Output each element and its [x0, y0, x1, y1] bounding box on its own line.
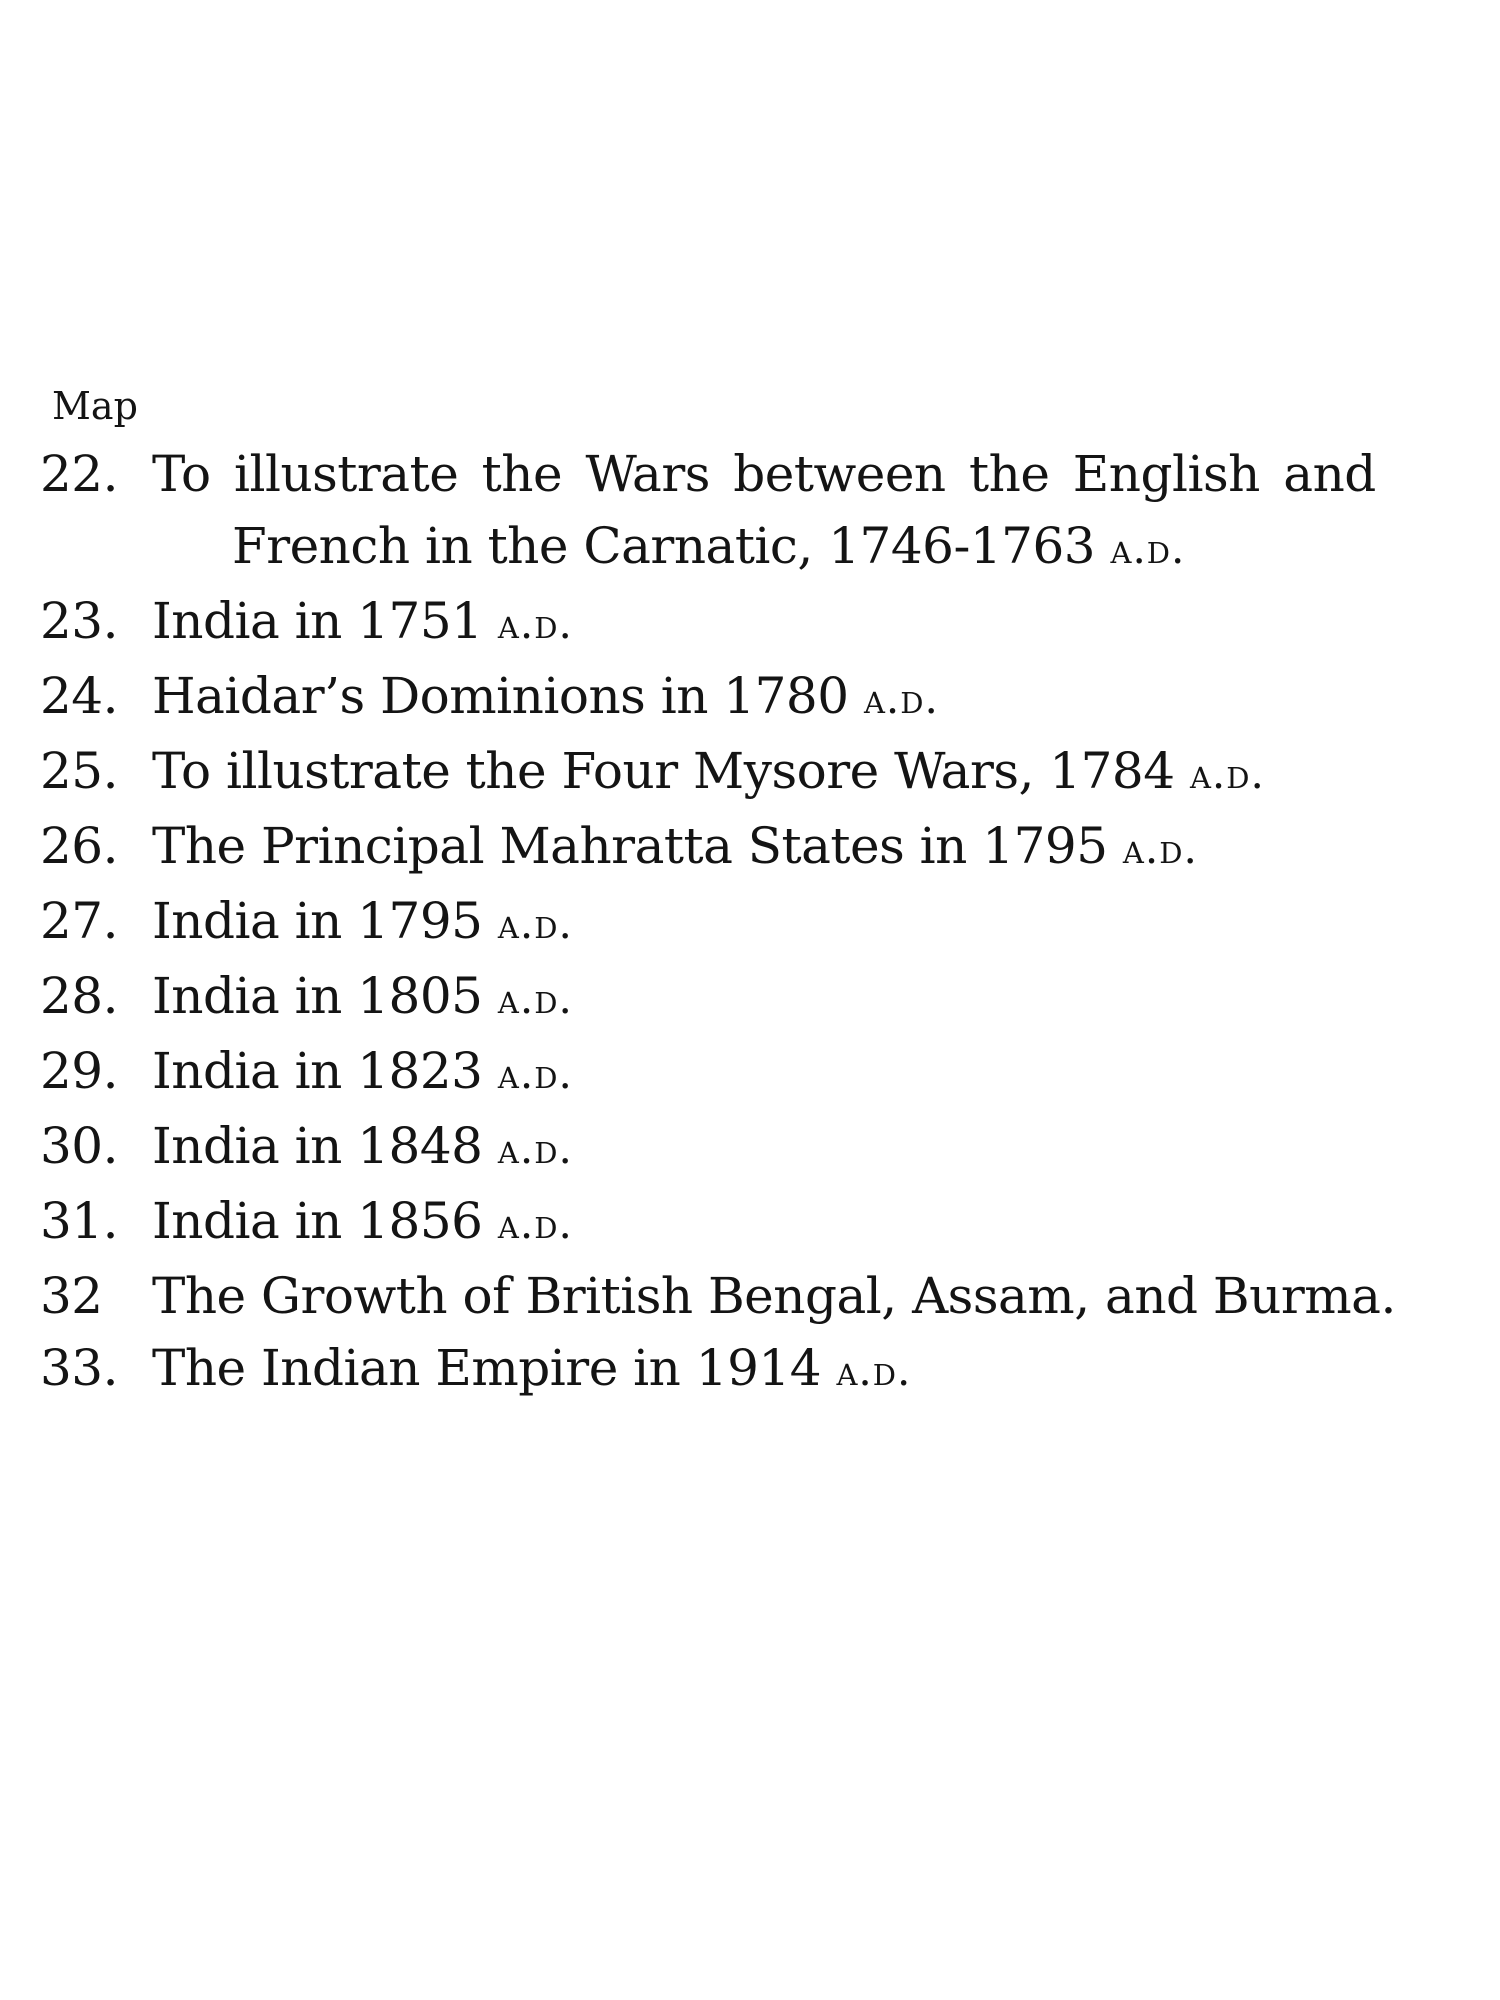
item-text	[152, 1332, 1480, 1407]
list-item	[40, 1035, 1480, 1110]
item-number: 25.	[40, 742, 119, 800]
item-title: India in 1805	[152, 967, 483, 1025]
era-label: a.d.	[497, 1049, 573, 1098]
era-label: a.d.	[497, 1199, 573, 1248]
era-label: a.d.	[1189, 749, 1265, 798]
era-label: a.d.	[1110, 524, 1186, 573]
item-text	[152, 1035, 1480, 1110]
item-number: 22.	[40, 445, 119, 503]
item-text	[152, 1110, 1480, 1185]
item-title: India in 1856	[152, 1192, 483, 1250]
item-text	[152, 660, 1480, 735]
map-column-header: Map	[52, 384, 138, 428]
item-text	[152, 735, 1480, 810]
era-label: a.d.	[836, 1346, 912, 1395]
list-item	[40, 735, 1480, 810]
item-text	[152, 438, 1480, 585]
item-title: India in 1823	[152, 1042, 483, 1100]
item-text	[152, 1185, 1480, 1260]
item-number: 26.	[40, 817, 119, 875]
list-item	[40, 585, 1480, 660]
item-number: 24.	[40, 667, 119, 725]
item-text	[152, 960, 1480, 1035]
list-item	[40, 1332, 1480, 1407]
item-number: 31.	[40, 1192, 119, 1250]
era-label: a.d.	[497, 599, 573, 648]
era-label: a.d.	[497, 1124, 573, 1173]
item-number: 23.	[40, 592, 119, 650]
item-title: The Growth of British Bengal, Assam, and Burma.	[152, 1267, 1396, 1325]
list-item	[40, 438, 1480, 585]
list-item	[40, 885, 1480, 960]
era-label: a.d.	[497, 899, 573, 948]
era-label: a.d.	[1122, 824, 1198, 873]
item-number: 32	[40, 1267, 103, 1325]
item-title: India in 1795	[152, 892, 483, 950]
item-title: The Principal Mahratta States in 1795	[152, 817, 1108, 875]
era-label: a.d.	[497, 974, 573, 1023]
list-item	[40, 1110, 1480, 1185]
list-item	[40, 810, 1480, 885]
item-title: The Indian Empire in 1914	[152, 1339, 822, 1397]
item-text-line-2	[152, 510, 1480, 585]
list-item	[40, 1185, 1480, 1260]
item-number: 28.	[40, 967, 119, 1025]
item-text	[152, 1260, 1480, 1332]
map-list	[40, 438, 1480, 1407]
item-title: India in 1848	[152, 1117, 483, 1175]
item-title: Haidar’s Dominions in 1780	[152, 667, 849, 725]
item-text	[152, 885, 1480, 960]
item-text	[152, 810, 1480, 885]
item-number: 33.	[40, 1339, 119, 1397]
item-text-line-1: To illustrate the Wars between the English and	[152, 445, 1376, 503]
item-number: 27.	[40, 892, 119, 950]
list-item	[40, 960, 1480, 1035]
era-label: a.d.	[863, 674, 939, 723]
item-number: 30.	[40, 1117, 119, 1175]
item-text	[152, 585, 1480, 660]
item-number: 29.	[40, 1042, 119, 1100]
list-item	[40, 1260, 1480, 1332]
item-title: To illustrate the Four Mysore Wars, 1784	[152, 742, 1175, 800]
item-title: India in 1751	[152, 592, 483, 650]
list-item	[40, 660, 1480, 735]
item-text-continuation: French in the Carnatic, 1746-1763	[232, 517, 1096, 575]
